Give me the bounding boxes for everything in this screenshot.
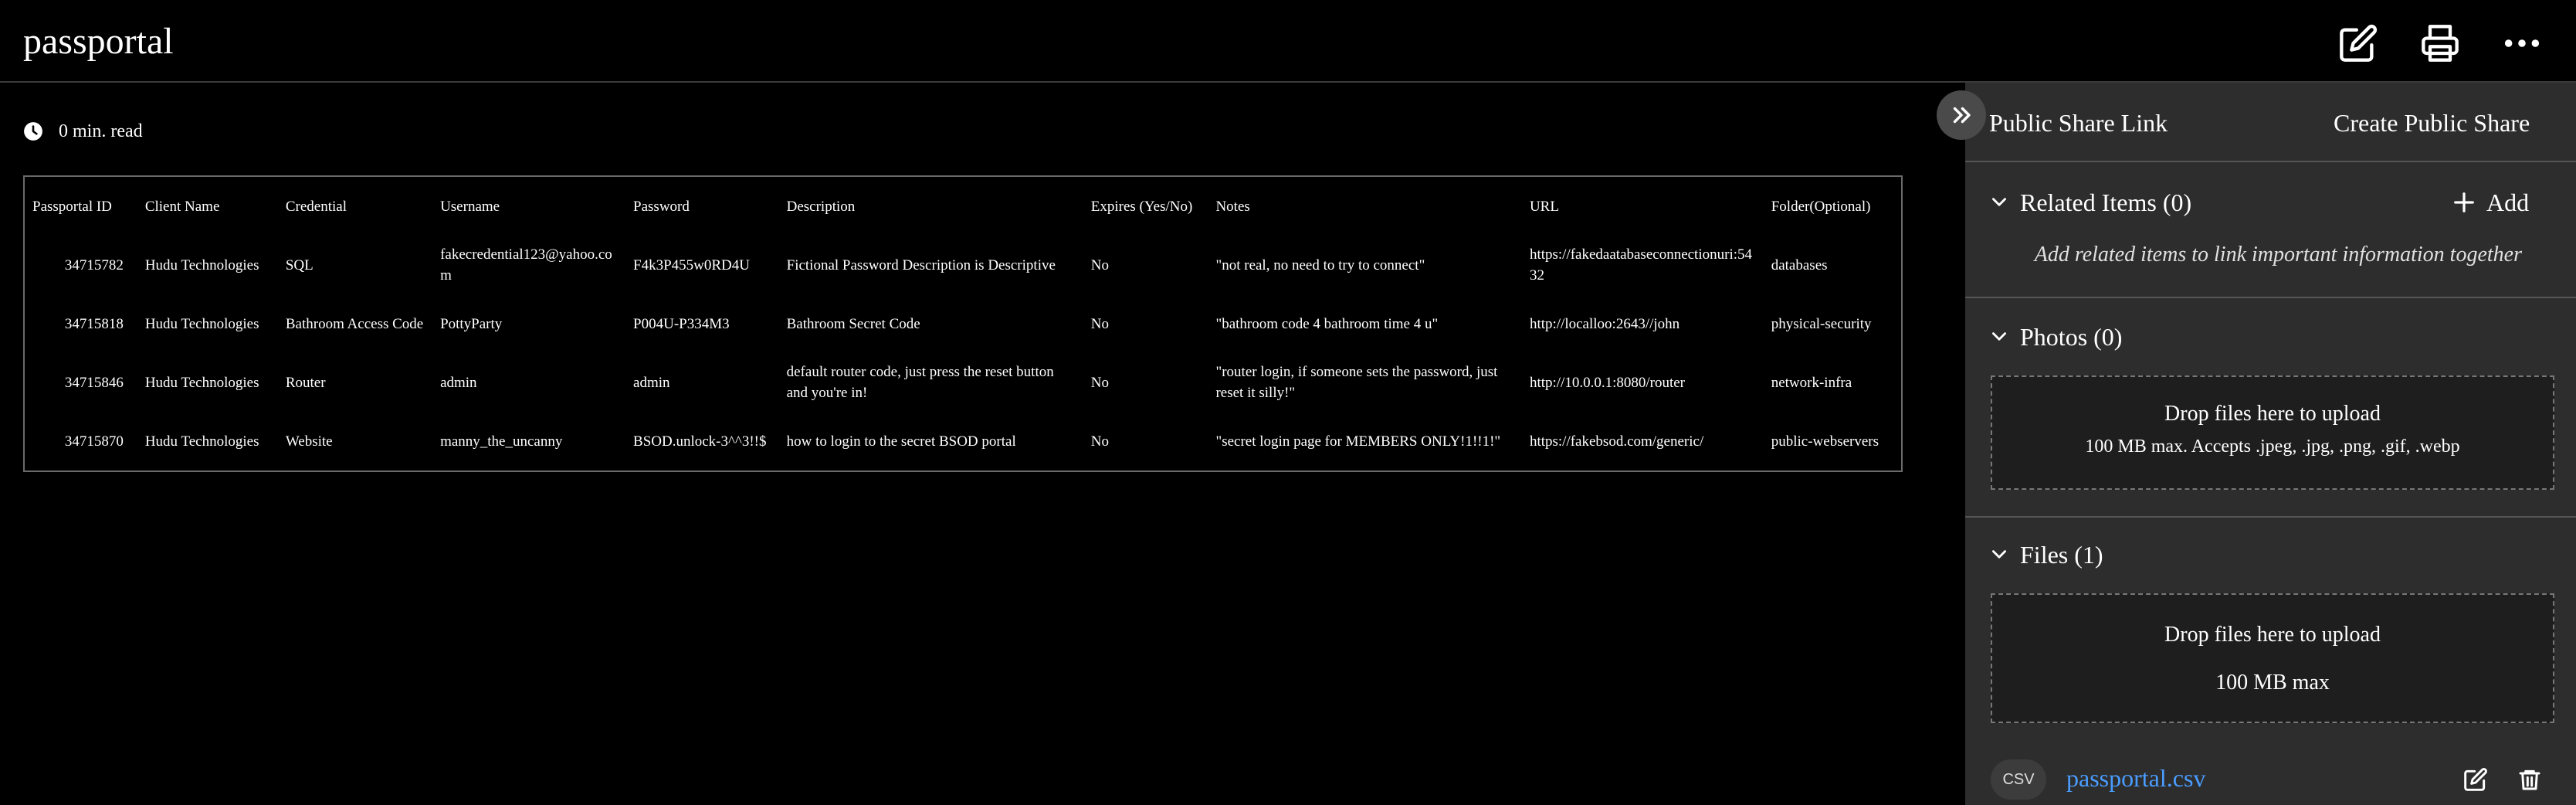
table-cell: 34715782 — [64, 256, 124, 273]
table-cell: 34715870 — [64, 433, 124, 450]
table-cell: 34715818 — [64, 315, 124, 332]
plus-icon — [2452, 191, 2476, 214]
file-type-badge: CSV — [1991, 759, 2046, 800]
table-cell: fakecredential123@yahoo.com — [440, 246, 612, 284]
table-cell: No — [1090, 256, 1109, 273]
divider — [1965, 297, 2576, 298]
table-cell: BSOD.unlock-3^^3!!$ — [633, 433, 767, 450]
table-cell: Hudu Technologies — [144, 256, 259, 273]
files-title: Files (1) — [2020, 541, 2103, 569]
table-header-row — [25, 177, 1901, 236]
table-cell: "bathroom code 4 bathroom time 4 u" — [1215, 315, 1439, 332]
table-cell: how to login to the secret BSOD portal — [786, 433, 1016, 450]
dropzone-text: Drop files here to upload — [2164, 623, 2381, 647]
table-cell: 34715846 — [64, 374, 124, 391]
add-related-item-button[interactable] — [2452, 187, 2529, 218]
column-header: Client Name — [144, 198, 220, 215]
table-row — [25, 294, 1901, 353]
chevron-down-icon — [1989, 327, 2009, 347]
chevron-down-icon — [1989, 192, 2009, 212]
dropzone-text: Drop files here to upload — [2164, 402, 2381, 426]
table-cell: default router code, just press the reset button and you're in! — [786, 364, 1054, 401]
files-dropzone[interactable] — [1991, 593, 2554, 723]
table-cell: No — [1090, 315, 1109, 332]
table-cell: Website — [285, 433, 333, 450]
print-icon[interactable] — [2420, 23, 2460, 63]
table-cell: network-infra — [1771, 374, 1852, 391]
collapse-sidebar-button[interactable] — [1937, 90, 1986, 140]
table-cell: https://fakedaatabaseconnectionuri:5432 — [1529, 246, 1752, 284]
column-header: Notes — [1215, 198, 1250, 215]
table-cell: physical-security — [1771, 315, 1872, 332]
double-chevron-right-icon — [1948, 102, 1974, 128]
column-header: Password — [633, 198, 690, 215]
table-cell: admin — [633, 374, 670, 391]
top-bar — [0, 0, 2576, 83]
table-cell: "secret login page for MEMBERS ONLY!1!!1!" — [1215, 433, 1501, 450]
table-row — [25, 412, 1901, 470]
table-cell: Fictional Password Description is Descriptive — [786, 256, 1056, 273]
public-share-link-label: Public Share Link — [1989, 109, 2168, 137]
table-row — [25, 353, 1901, 412]
column-header: URL — [1529, 198, 1559, 215]
table-cell: Hudu Technologies — [144, 315, 259, 332]
edit-icon[interactable] — [2338, 23, 2378, 63]
photos-title: Photos (0) — [2020, 323, 2123, 351]
table-cell: F4k3P455w0RD4U — [633, 256, 751, 273]
table-cell: admin — [440, 374, 477, 391]
column-header: Passportal ID — [32, 198, 112, 215]
more-icon[interactable] — [2502, 23, 2542, 63]
create-public-share-button[interactable]: Create Public Share — [2334, 109, 2530, 137]
table-cell: SQL — [285, 256, 314, 273]
table-cell: Bathroom Secret Code — [786, 315, 920, 332]
table-cell: manny_the_uncanny — [440, 433, 563, 450]
column-header: Folder(Optional) — [1771, 198, 1871, 215]
clock-icon — [23, 121, 43, 141]
column-header: Expires (Yes/No) — [1090, 198, 1193, 215]
column-header: Username — [440, 198, 500, 215]
table-cell: "not real, no need to try to connect" — [1215, 256, 1425, 273]
page-title: passportal — [23, 21, 174, 62]
chevron-down-icon — [1989, 545, 2009, 565]
divider — [1965, 516, 2576, 518]
table-cell: Hudu Technologies — [144, 433, 259, 450]
table-cell: PottyParty — [440, 315, 503, 332]
file-name-link[interactable]: passportal.csv — [2066, 764, 2206, 792]
photos-toggle[interactable] — [1989, 321, 2122, 352]
photos-dropzone[interactable] — [1991, 375, 2554, 490]
related-items-toggle[interactable] — [1989, 187, 2191, 218]
table-cell: https://fakebsod.com/generic/ — [1529, 433, 1704, 450]
read-time — [23, 118, 143, 144]
files-toggle[interactable] — [1989, 539, 2103, 570]
table-cell: Hudu Technologies — [144, 374, 259, 391]
dropzone-limits: 100 MB max. Accepts .jpeg, .jpg, .png, .gif, .webp — [2085, 436, 2460, 457]
table-cell: databases — [1771, 256, 1828, 273]
table-cell: No — [1090, 374, 1109, 391]
file-item — [1991, 759, 2554, 800]
table-cell: No — [1090, 433, 1109, 450]
passport-table — [23, 175, 1903, 472]
table-cell: P004U-P334M3 — [633, 315, 730, 332]
table-cell: http://localloo:2643//john — [1529, 315, 1680, 332]
divider — [1965, 161, 2576, 162]
column-header: Description — [786, 198, 856, 215]
dropzone-limits: 100 MB max — [2215, 671, 2330, 695]
table-cell: Router — [285, 374, 326, 391]
related-items-hint: Add related items to link important information together — [2034, 243, 2522, 267]
table-cell: public-webservers — [1771, 433, 1879, 450]
trash-icon[interactable] — [2517, 767, 2542, 792]
table-cell: "router login, if someone sets the password, just reset it silly!" — [1215, 364, 1498, 401]
table-cell: Bathroom Access Code — [285, 315, 424, 332]
table-cell: http://10.0.0.1:8080/router — [1529, 374, 1686, 391]
edit-icon[interactable] — [2463, 767, 2488, 792]
add-label: Add — [2486, 189, 2530, 216]
related-items-title: Related Items (0) — [2020, 189, 2192, 216]
column-header: Credential — [285, 198, 347, 215]
read-time-label: 0 min. read — [59, 121, 143, 141]
table-row — [25, 236, 1901, 294]
